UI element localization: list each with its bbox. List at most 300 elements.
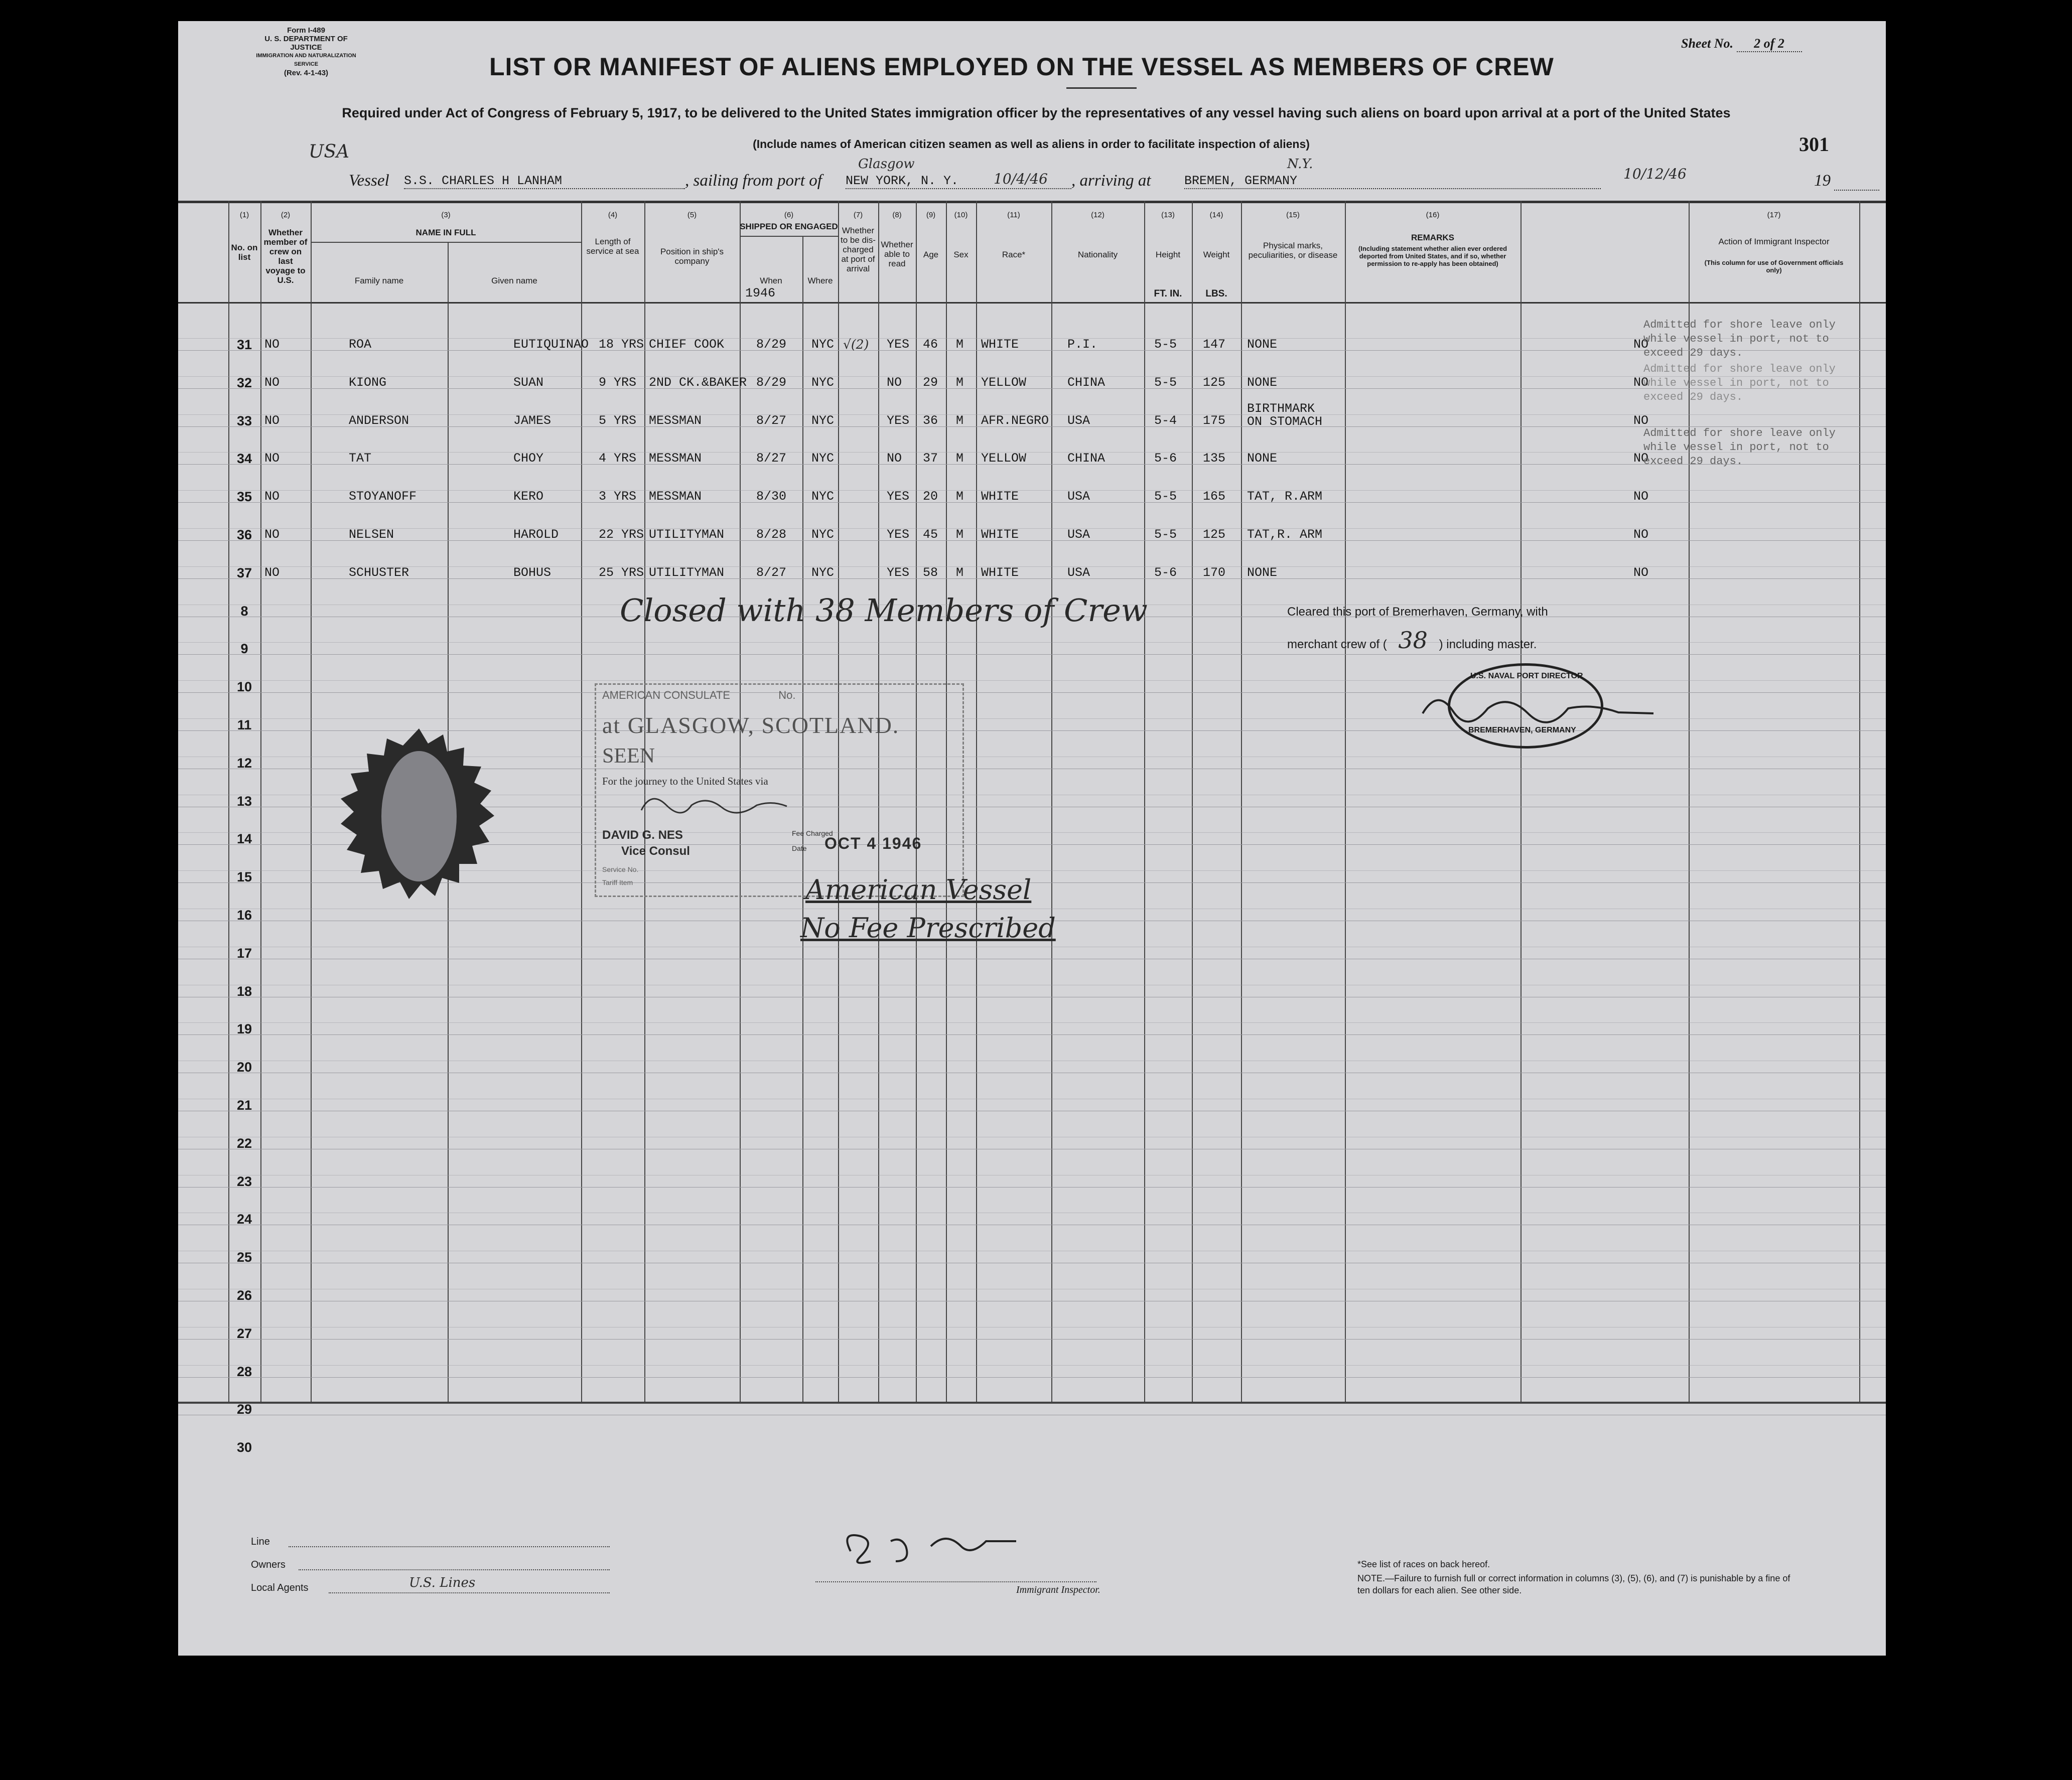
header-bottom-border — [178, 302, 1886, 304]
cell-when: 8/27 — [756, 413, 787, 428]
cell-discharge: √(2) — [843, 337, 869, 352]
cell-last: NO — [264, 337, 280, 352]
col5-header: Position in ship's company — [660, 247, 724, 266]
col3-family-header: Family name — [354, 276, 404, 285]
col-divider — [1051, 201, 1052, 1402]
col12-header: Nationality — [1077, 250, 1118, 259]
col-divider — [1521, 201, 1522, 1402]
tariff-item: Tariff Item — [602, 878, 633, 886]
cell-marks: NONE — [1247, 451, 1278, 466]
american-vessel-note: American Vessel — [805, 874, 1032, 906]
date-label: Date — [792, 844, 807, 852]
col-divider — [311, 201, 312, 1402]
row-number: 24 — [236, 1212, 252, 1227]
cell-when: 8/30 — [756, 489, 787, 504]
col4-num: (4) — [608, 211, 618, 219]
col9-header: Age — [923, 250, 939, 259]
col2-num: (2) — [281, 211, 291, 219]
cleared-line2-end: ) including master. — [1439, 638, 1537, 651]
cell-where: NYC — [811, 565, 835, 580]
cell-no: 37 — [236, 565, 252, 580]
col8-num: (8) — [892, 211, 902, 219]
remark-line: while vessel in port, not to — [1643, 333, 1829, 345]
col11-num: (11) — [1007, 211, 1020, 219]
row-line — [178, 338, 1886, 339]
vessel-line — [349, 157, 1879, 197]
cell-height: 5-4 — [1154, 413, 1177, 428]
cell-marks: TAT,R. ARM — [1247, 527, 1323, 542]
cleared-note — [1287, 598, 1548, 659]
cell-race: WHITE — [981, 565, 1019, 580]
cell-when: 8/27 — [756, 565, 787, 580]
col3-header: NAME IN FULL — [416, 228, 476, 237]
cell-read: YES — [887, 337, 910, 352]
consul-title: Vice Consul — [621, 844, 690, 858]
row-number: 17 — [236, 945, 252, 961]
cell-nationality: USA — [1067, 413, 1090, 428]
cell-height: 5-5 — [1154, 337, 1177, 352]
cell-no: 35 — [236, 489, 252, 505]
row-number: 20 — [236, 1060, 252, 1075]
cell-position: MESSMAN — [649, 451, 702, 466]
row-number: 12 — [236, 755, 252, 771]
col17-num: (17) — [1767, 211, 1781, 219]
row-line — [178, 1365, 1886, 1366]
service-no: Service No. — [602, 865, 639, 873]
row-number: 30 — [236, 1440, 252, 1455]
sheet-label: Sheet No. — [1681, 36, 1733, 51]
cell-when: 8/29 — [756, 375, 787, 390]
arriving-label: , arriving at — [1071, 172, 1151, 190]
footer-line-label: Line — [251, 1536, 270, 1547]
row-line — [178, 1377, 1886, 1378]
row-line — [178, 642, 1886, 643]
cell-race: YELLOW — [981, 375, 1027, 390]
row-line — [178, 528, 1886, 529]
col17-subheader: (This column for use of Government officials only) — [1704, 259, 1844, 274]
cell-family: ANDERSON — [349, 413, 409, 428]
cell-read: NO — [887, 451, 902, 466]
cell-service: 18 YRS — [599, 337, 644, 352]
cell-position: MESSMAN — [649, 489, 702, 504]
row-line — [178, 578, 1886, 579]
cell-remarks: NO — [1633, 489, 1649, 504]
cell-given: CHOY — [513, 451, 544, 466]
cell-nationality: USA — [1067, 527, 1090, 542]
cell-sex: M — [956, 375, 964, 390]
cell-height: 5-5 — [1154, 375, 1177, 390]
footer-line-field — [289, 1546, 610, 1547]
requirement-text: Required under Act of Congress of February 5, 1917, to be delivered to the United States immigration officer by the representatives of any vessel having such aliens on board upon arrival at a port of the United States — [342, 105, 1731, 120]
inspector-label: Immigrant Inspector. — [1016, 1584, 1100, 1595]
sheet-value: 2 of 2 — [1737, 36, 1802, 52]
revision: (Rev. 4-1-43) — [284, 69, 329, 77]
cell-remarks: NO — [1633, 527, 1649, 542]
naval-stamp-bottom: BREMERHAVEN, GERMANY — [1468, 726, 1576, 734]
cell-nationality: USA — [1067, 489, 1090, 504]
cell-sex: M — [956, 527, 964, 542]
col6-num: (6) — [784, 211, 794, 219]
cell-height: 5-6 — [1154, 565, 1177, 580]
cell-age: 45 — [923, 527, 938, 542]
col3-num: (3) — [441, 211, 451, 219]
row-number: 14 — [236, 831, 252, 847]
col10-num: (10) — [954, 211, 968, 219]
cell-sex: M — [956, 413, 964, 428]
cell-read: YES — [887, 489, 910, 504]
cell-service: 3 YRS — [599, 489, 637, 504]
cell-given: JAMES — [513, 413, 551, 428]
cell-service: 4 YRS — [599, 451, 637, 466]
cell-given: SUAN — [513, 375, 544, 390]
cell-position: UTILITYMAN — [649, 527, 725, 542]
footer-note: NOTE.—Failure to furnish full or correct information in columns (3), (5), (6), and (7) is punishable by a fine of ten dollars for each alien. See other side. — [1357, 1573, 1790, 1595]
col2-header: Whether member of crew on last voyage to U.S. — [263, 228, 308, 285]
remark-line: while vessel in port, not to — [1643, 441, 1829, 454]
inspector-remark — [1643, 318, 1836, 360]
no-fee-note: No Fee Prescribed — [800, 912, 1056, 944]
row-line — [178, 452, 1886, 453]
page-number: 301 — [1799, 133, 1829, 156]
row-number: 9 — [240, 641, 248, 657]
table-top-border — [178, 201, 1886, 203]
col7-num: (7) — [853, 211, 863, 219]
col-divider — [1241, 201, 1242, 1402]
col16-header: REMARKS — [1411, 233, 1454, 242]
row-number: 15 — [236, 869, 252, 885]
cell-when: 8/28 — [756, 527, 787, 542]
usa-mark: USA — [309, 141, 349, 162]
col1-header: No. on list — [231, 243, 258, 262]
cell-family: KIONG — [349, 375, 387, 390]
year-label: 19 — [1814, 172, 1831, 190]
row-line — [178, 388, 1886, 389]
date-from: 10/4/46 — [994, 171, 1048, 187]
col14-header: Weight — [1203, 250, 1230, 259]
row-number: 28 — [236, 1364, 252, 1379]
cell-where: NYC — [811, 337, 835, 352]
inspector-remark — [1643, 362, 1836, 404]
footer-agents-field — [329, 1592, 610, 1593]
department: U. S. DEPARTMENT OF JUSTICE — [264, 35, 348, 52]
col15-num: (15) — [1286, 211, 1300, 219]
cell-no: 33 — [236, 413, 252, 428]
inspector-remark — [1643, 426, 1836, 469]
consulate-date: OCT 4 1946 — [824, 834, 922, 852]
col14-unit: LBS. — [1205, 288, 1227, 299]
col-divider — [1859, 201, 1860, 1402]
row-number: 23 — [236, 1173, 252, 1189]
naval-stamp-top: U.S. NAVAL PORT DIRECTOR — [1470, 672, 1583, 680]
cell-race: WHITE — [981, 337, 1019, 352]
inspector-signature-line — [815, 1581, 1096, 1582]
cell-where: NYC — [811, 451, 835, 466]
manifest-sheet — [178, 21, 1886, 1656]
row-line — [178, 490, 1886, 491]
cell-age: 20 — [923, 489, 938, 504]
row-number: 26 — [236, 1288, 252, 1303]
col-divider — [1345, 201, 1346, 1402]
cell-service: 5 YRS — [599, 413, 637, 428]
cell-no: 31 — [236, 337, 252, 352]
col7-header: Whether to be dis-charged at port of arrival — [841, 226, 876, 273]
row-number: 13 — [236, 793, 252, 809]
cell-marks: NONE — [1247, 337, 1278, 352]
cell-read: YES — [887, 413, 910, 428]
cell-sex: M — [956, 451, 964, 466]
consulate-location: at GLASGOW, SCOTLAND. — [602, 712, 900, 738]
cleared-line2 — [1287, 626, 1548, 659]
fee-label: Fee Charged — [792, 829, 833, 837]
arriving-handwritten: N.Y. — [1287, 157, 1313, 172]
cell-sex: M — [956, 489, 964, 504]
col3-given-header: Given name — [491, 276, 537, 285]
col16-subheader: (Including statement whether alien ever ordered deported from United States, and if so, whether permission to re-apply has been obtained) — [1358, 245, 1507, 267]
cell-weight: 147 — [1203, 337, 1226, 352]
cell-family: ROA — [349, 337, 372, 352]
cell-family: STOYANOFF — [349, 489, 417, 504]
sheet-number — [1681, 36, 1802, 52]
cell-position: CHIEF COOK — [649, 337, 725, 352]
col4-header: Length of service at sea — [586, 237, 639, 256]
row-line — [178, 680, 1886, 681]
cell-family: NELSEN — [349, 527, 394, 542]
cell-no: 32 — [236, 375, 252, 390]
row-number: 22 — [236, 1135, 252, 1151]
cell-where: NYC — [811, 413, 835, 428]
date-to: 10/12/46 — [1623, 166, 1687, 182]
cell-last: NO — [264, 451, 280, 466]
cell-last: NO — [264, 527, 280, 542]
cell-last: NO — [264, 489, 280, 504]
year-line — [1834, 190, 1879, 191]
cell-remarks: NO — [1633, 451, 1649, 466]
cell-service: 9 YRS — [599, 375, 637, 390]
row-number: 25 — [236, 1250, 252, 1265]
cell-read: YES — [887, 527, 910, 542]
cell-marks: NONE — [1247, 565, 1278, 580]
cell-given: HAROLD — [513, 527, 559, 542]
row-line — [178, 654, 1886, 655]
col-divider — [1192, 201, 1193, 1402]
col1-num: (1) — [239, 211, 249, 219]
races-note: *See list of races on back hereof. — [1357, 1559, 1490, 1569]
footer-owners-label: Owners — [251, 1559, 286, 1570]
footer-agents-label: Local Agents — [251, 1582, 309, 1593]
remark-line: exceed 29 days. — [1643, 455, 1743, 468]
port-handwritten: Glasgow — [858, 157, 915, 172]
col6-where-header: Where — [807, 276, 833, 285]
name-subheader-line — [311, 242, 581, 243]
col10-header: Sex — [953, 250, 969, 259]
row-number: 29 — [236, 1402, 252, 1417]
remark-line: Admitted for shore leave only — [1643, 363, 1836, 375]
col13-num: (13) — [1161, 211, 1175, 219]
cell-age: 58 — [923, 565, 938, 580]
journey-text: For the journey to the United States via — [602, 775, 768, 787]
footer-agents-value: U.S. Lines — [409, 1575, 476, 1590]
cell-weight: 125 — [1203, 527, 1226, 542]
cell-weight: 170 — [1203, 565, 1226, 580]
cell-weight: 135 — [1203, 451, 1226, 466]
cell-position: MESSMAN — [649, 413, 702, 428]
cell-age: 37 — [923, 451, 938, 466]
row-line — [178, 1339, 1886, 1340]
col14-num: (14) — [1209, 211, 1223, 219]
cell-nationality: CHINA — [1067, 375, 1106, 390]
row-number: 21 — [236, 1098, 252, 1113]
col8-header: Whether able to read — [881, 240, 913, 268]
remark-line: Admitted for shore leave only — [1643, 427, 1836, 439]
cell-given: KERO — [513, 489, 544, 504]
row-number: 18 — [236, 983, 252, 999]
cell-nationality: USA — [1067, 565, 1090, 580]
cell-race: WHITE — [981, 527, 1019, 542]
cleared-count: 38 — [1398, 627, 1428, 654]
row-line — [178, 464, 1886, 465]
port-to: BREMEN, GERMANY — [1184, 174, 1601, 189]
cell-sex: M — [956, 337, 964, 352]
col16-num: (16) — [1426, 211, 1440, 219]
row-line — [178, 350, 1886, 351]
vessel-name: S.S. CHARLES H LANHAM — [404, 174, 685, 189]
cell-remarks: NO — [1633, 565, 1649, 580]
col6-header: SHIPPED OR ENGAGED — [740, 222, 838, 231]
col-divider — [260, 201, 261, 1402]
cell-sex: M — [956, 565, 964, 580]
title-underline — [1066, 87, 1137, 89]
manifest-title: LIST OR MANIFEST OF ALIENS EMPLOYED ON THE VESSEL AS MEMBERS OF CREW — [489, 53, 1554, 81]
cell-service: 22 YRS — [599, 527, 644, 542]
cell-where: NYC — [811, 489, 835, 504]
row-number: 8 — [240, 603, 248, 619]
cell-height: 5-6 — [1154, 451, 1177, 466]
col12-num: (12) — [1091, 211, 1104, 219]
cell-no: 36 — [236, 527, 252, 542]
embossed-seal — [324, 723, 514, 914]
cell-weight: 125 — [1203, 375, 1226, 390]
form-id-block — [253, 26, 359, 77]
vessel-label: Vessel — [349, 172, 389, 190]
row-number: 11 — [237, 717, 252, 732]
cell-remarks: NO — [1633, 375, 1649, 390]
col13-header: Height — [1155, 250, 1181, 259]
closed-with-note: Closed with 38 Members of Crew — [620, 592, 1148, 629]
cell-weight: 175 — [1203, 413, 1226, 428]
row-line — [178, 566, 1886, 567]
consulate-header — [602, 689, 795, 702]
cell-race: AFR.NEGRO — [981, 413, 1049, 428]
cell-race: WHITE — [981, 489, 1019, 504]
cell-last: NO — [264, 413, 280, 428]
cell-age: 36 — [923, 413, 938, 428]
cell-where: NYC — [811, 527, 835, 542]
cell-when: 8/29 — [756, 337, 787, 352]
cell-race: YELLOW — [981, 451, 1027, 466]
col-divider — [976, 201, 977, 1402]
cell-given: BOHUS — [513, 565, 551, 580]
col11-header: Race* — [1002, 250, 1026, 259]
cell-age: 29 — [923, 375, 938, 390]
cell-last: NO — [264, 375, 280, 390]
col15-header: Physical marks, peculiarities, or disease — [1248, 241, 1338, 260]
form-id: Form I-489 — [287, 26, 325, 35]
cleared-line2-start: merchant crew of ( — [1287, 638, 1387, 651]
cell-nationality: P.I. — [1067, 337, 1098, 352]
row-number: 16 — [236, 908, 252, 923]
col17-header: Action of Immigrant Inspector — [1718, 237, 1830, 246]
row-number: 10 — [236, 679, 252, 695]
cell-remarks: NO — [1633, 337, 1649, 352]
col9-num: (9) — [926, 211, 936, 219]
row-line — [178, 1022, 1886, 1023]
row-number: 27 — [236, 1325, 252, 1341]
cell-height: 5-5 — [1154, 527, 1177, 542]
consul-signature — [636, 785, 797, 825]
cell-position: UTILITYMAN — [649, 565, 725, 580]
row-number: 19 — [236, 1021, 252, 1037]
row-line — [178, 540, 1886, 541]
cell-marks: BIRTHMARK ON STOMACH — [1247, 401, 1323, 429]
port-from: NEW YORK, N. Y. — [846, 174, 1071, 189]
cell-height: 5-5 — [1154, 489, 1177, 504]
col-divider — [1144, 201, 1145, 1402]
col6-when-header: When — [760, 276, 782, 285]
cell-last: NO — [264, 565, 280, 580]
col-divider — [581, 201, 582, 1402]
cell-marks: TAT, R.ARM — [1247, 489, 1323, 504]
cell-position: 2ND CK.&BAKER — [649, 375, 747, 390]
shipped-subheader-line — [740, 236, 838, 237]
cell-family: TAT — [349, 451, 372, 466]
cell-no: 34 — [236, 451, 252, 467]
row-line — [178, 502, 1886, 503]
remark-line: exceed 29 days. — [1643, 391, 1743, 403]
remark-line: while vessel in port, not to — [1643, 377, 1829, 389]
cell-where: NYC — [811, 375, 835, 390]
col5-num: (5) — [687, 211, 697, 219]
col13-unit: FT. IN. — [1154, 288, 1182, 299]
cell-age: 46 — [923, 337, 938, 352]
cell-remarks: NO — [1633, 413, 1649, 428]
cleared-line1: Cleared this port of Bremerhaven, Germany, with — [1287, 605, 1548, 619]
cell-given: EUTIQUINAO — [513, 337, 589, 352]
row-line — [178, 1187, 1886, 1188]
consulate-no-label: No. — [778, 689, 796, 701]
include-note: (Include names of American citizen seamen as well as aliens in order to facilitate inspection of aliens) — [753, 137, 1310, 151]
col6-year: 1946 — [745, 286, 776, 301]
consulate-name: AMERICAN CONSULATE — [602, 689, 731, 701]
cell-read: NO — [887, 375, 902, 390]
cell-nationality: CHINA — [1067, 451, 1106, 466]
cell-service: 25 YRS — [599, 565, 644, 580]
row-line — [178, 1034, 1886, 1035]
naval-officer-signature — [1418, 683, 1659, 733]
service: IMMIGRATION AND NATURALIZATION SERVICE — [256, 53, 356, 67]
cell-read: YES — [887, 565, 910, 580]
consul-name: DAVID G. NES — [602, 828, 683, 842]
cell-when: 8/27 — [756, 451, 787, 466]
cell-marks: NONE — [1247, 375, 1278, 390]
cell-family: SCHUSTER — [349, 565, 409, 580]
remark-line: exceed 29 days. — [1643, 347, 1743, 359]
seen-mark: SEEN — [602, 745, 655, 768]
consulate-stamp — [595, 683, 964, 897]
sailing-label: , sailing from port of — [685, 172, 822, 190]
footer-owners-field — [299, 1569, 610, 1570]
row-line — [178, 376, 1886, 377]
cell-weight: 165 — [1203, 489, 1226, 504]
